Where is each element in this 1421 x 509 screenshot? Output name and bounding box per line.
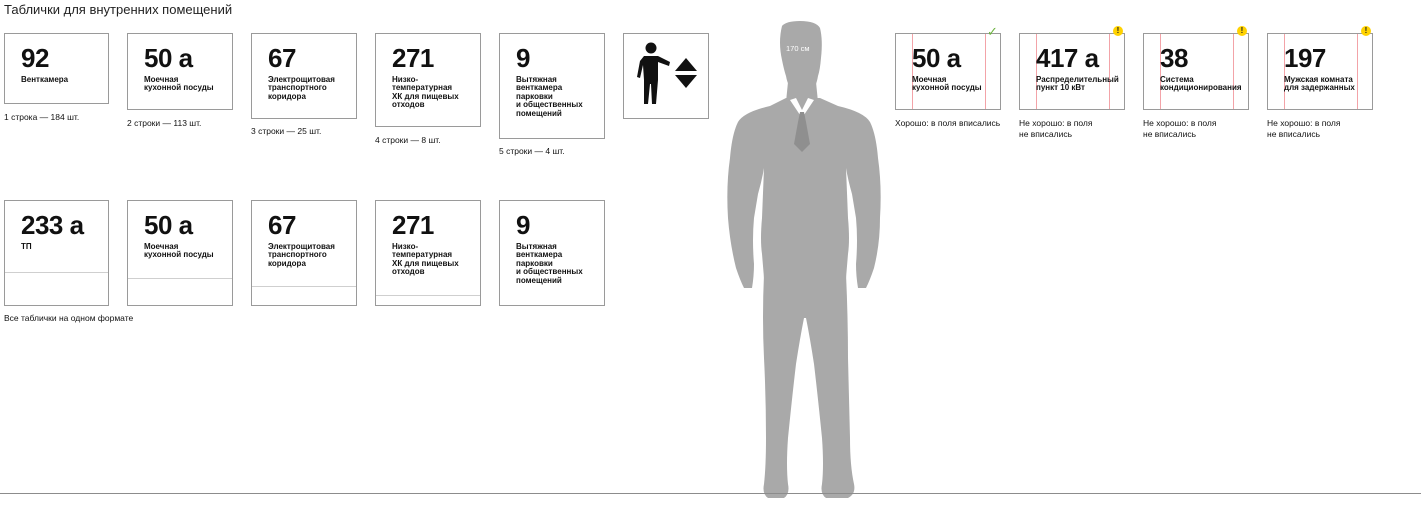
margin-guide-line <box>985 34 986 109</box>
sign-number: 67 <box>268 210 296 240</box>
sign-number: 50 а <box>144 43 193 73</box>
sign-uniform <box>499 200 605 306</box>
sign-label: Моечная кухонной посуды <box>144 242 214 260</box>
margin-guide-line <box>1109 34 1110 109</box>
sign-label: Распределительный пункт 10 кВт <box>1036 75 1119 93</box>
sign-5-lines <box>499 33 605 139</box>
sign-caption: 5 строки — 4 шт. <box>499 146 565 156</box>
warning-icon: ! <box>1113 26 1123 36</box>
margin-example-good <box>895 33 1001 110</box>
sign-caption: 3 строки — 25 шт. <box>251 126 322 136</box>
margin-caption: Хорошо: в поля вписались <box>895 118 1001 128</box>
sign-2-lines <box>127 33 233 110</box>
sign-number: 9 <box>516 210 530 240</box>
checkmark-icon: ✓ <box>987 24 998 39</box>
sign-number: 9 <box>516 43 530 73</box>
margin-guide-line <box>1357 34 1358 109</box>
elevator-pictogram-sign <box>623 33 709 119</box>
sign-caption: 2 строки — 113 шт. <box>127 118 202 128</box>
sign-label: Низко- температурная ХК для пищевых отходов <box>392 242 459 277</box>
sign-1-line <box>4 33 109 104</box>
person-elevator-arrows-icon <box>624 34 709 119</box>
sign-number: 271 <box>392 43 434 73</box>
page-title: Таблички для внутренних помещений <box>4 2 233 17</box>
sign-label: Мужская комната для задержанных <box>1284 75 1355 93</box>
sign-4-lines <box>375 33 481 127</box>
sign-number: 50 а <box>144 210 193 240</box>
sign-label: Система кондиционирования <box>1160 75 1242 93</box>
sign-number: 50 а <box>912 43 961 73</box>
human-silhouette-icon <box>722 18 884 504</box>
sign-number: 197 <box>1284 43 1326 73</box>
margin-example-bad <box>1019 33 1125 110</box>
sign-label: Вытяжная венткамера парковки и общественных помещений <box>516 75 583 118</box>
sign-uniform <box>375 200 481 306</box>
sign-caption: 4 строки — 8 шт. <box>375 135 441 145</box>
warning-icon: ! <box>1237 26 1247 36</box>
sign-number: 417 а <box>1036 43 1099 73</box>
margin-example-bad <box>1143 33 1249 110</box>
sign-divider <box>5 272 108 273</box>
sign-number: 67 <box>268 43 296 73</box>
margin-caption: Не хорошо: в поля не вписались <box>1019 118 1093 139</box>
sign-divider <box>128 278 232 279</box>
sign-number: 233 а <box>21 210 84 240</box>
warning-icon: ! <box>1361 26 1371 36</box>
sign-label: Моечная кухонной посуды <box>912 75 982 93</box>
sign-label: Низко- температурная ХК для пищевых отходов <box>392 75 459 110</box>
sign-label: Венткамера <box>21 75 69 84</box>
margin-guide-line <box>1233 34 1234 109</box>
sign-3-lines <box>251 33 357 119</box>
sign-label: Вытяжная венткамера парковки и общественных помещений <box>516 242 583 285</box>
sign-uniform <box>4 200 109 306</box>
sign-label: Электрощитовая транспортного коридора <box>268 75 335 101</box>
height-label: 170 см <box>786 44 810 53</box>
sign-number: 271 <box>392 210 434 240</box>
sign-label: Моечная кухонной посуды <box>144 75 214 93</box>
margin-caption: Не хорошо: в поля не вписались <box>1143 118 1217 139</box>
margin-caption: Не хорошо: в поля не вписались <box>1267 118 1341 139</box>
sign-number: 92 <box>21 43 49 73</box>
sign-label: ТП <box>21 242 32 251</box>
human-silhouette <box>722 18 884 504</box>
sign-label: Электрощитовая транспортного коридора <box>268 242 335 268</box>
sign-caption: 1 строка — 184 шт. <box>4 112 80 122</box>
sign-uniform <box>127 200 233 306</box>
sign-uniform <box>251 200 357 306</box>
sign-divider <box>376 295 480 296</box>
margin-example-bad <box>1267 33 1373 110</box>
row2-caption: Все таблички на одном формате <box>4 313 134 323</box>
sign-number: 38 <box>1160 43 1188 73</box>
sign-divider <box>252 286 356 287</box>
floor-line <box>0 493 1421 494</box>
